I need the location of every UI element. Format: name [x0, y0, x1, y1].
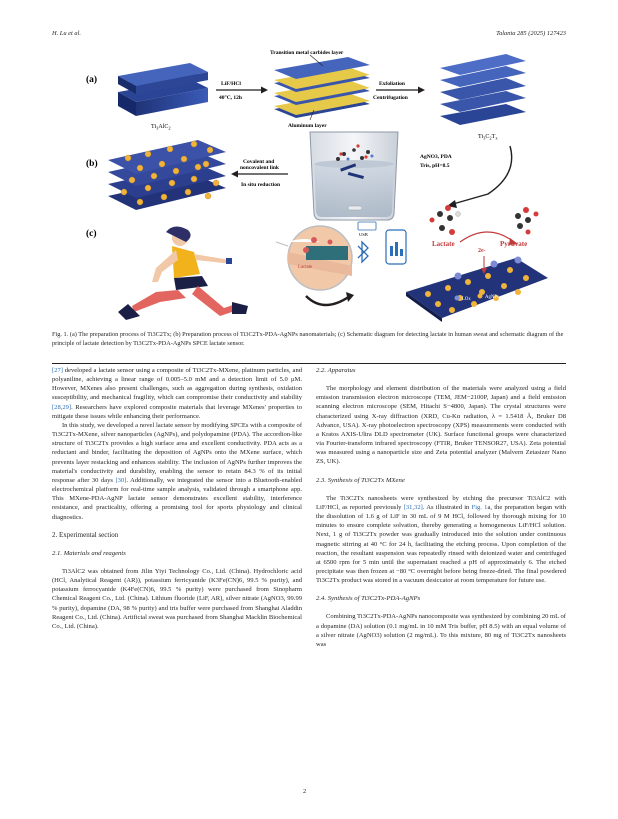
usb-icon	[358, 222, 376, 230]
exfoliation-arrow	[376, 87, 425, 94]
mxene-pda-agnps-stack	[108, 140, 226, 210]
citation-31-32[interactable]: [31,32]	[403, 503, 423, 511]
runner-illustration	[118, 226, 248, 320]
usb-label: USB	[359, 232, 368, 237]
accordion-mxene	[440, 54, 526, 125]
panel-b-label: (b)	[86, 159, 98, 169]
wrist-zoom-circle	[288, 226, 352, 290]
subsection-heading-2-3: 2.3. Synthesis of Ti3C2Tx MXene	[316, 476, 405, 484]
lactate-label: Lactate	[432, 240, 455, 248]
etching-arrow	[216, 87, 268, 94]
caption-rule	[52, 363, 566, 364]
subsection-heading-2-1: 2.1. Materials and reagents	[52, 549, 126, 557]
insitu-label: In situ reduction	[241, 182, 281, 188]
running-header-journal: Talanta 285 (2025) 127423	[496, 30, 566, 37]
lactate-molecule	[430, 205, 461, 235]
two-electron-label: 2e-	[478, 248, 486, 254]
figure-caption	[52, 330, 566, 348]
citation-28-29[interactable]: [28,29]	[52, 403, 72, 411]
paragraph-4: The morphology and element distribution of the materials were analyzed using a field emission transmission electron microscope (TEM, JEM−2100P, Japan) and a field emission scanning electron microscope (SEM, Hitachi S−4800, Japan). The crystal structures were characterized using X-ray diffraction (XRD, Cu-Kα radiation, λ = 1.5418 Å, Bruker D8 Advance, USA). X-ray photoelectron spectroscopy (XPS) measurements were conducted with a Kratos AXIS-Ultra DLD spectrometer (UK). Surface functional groups were characterized via Fourier-transform infrared spectroscopy (FTIR, Bruker TENSOR27, USA). Zeta potential was measured using a nanoparticle size and Zeta potential analyzer (Malvern Zetasizer Nano ZS, UK).	[316, 385, 566, 466]
paragraph-3: Ti3AlC2 was obtained from Jilin Yiyi Technology Co., Ltd. (China). Hydrochloric acid (HCl, Analytical Reagent (AR)), potassium ferricyanide (K3Fe(CN)6, 99.5 % purity), and potassium ferrocyanide (K4Fe(CN)6, 99.5 % purity) were purchased from Sinopharm Chemical Reagent Co., Ltd. (China). Lithium fluoride (LiF, AR), silver nitrate (AgNO3, 99.99 % purity), dopamine (DA, 98 % purity) and tris buffer were purchased from Shanghai Aladdin Reagent Co., Ltd. (China). Artificial sweat was purchased from Shanghai Macklin Biochemical Co., Ltd. (China).	[52, 567, 302, 630]
pyruvate-molecule	[515, 207, 539, 235]
subsection-heading-2-4: 2.4. Synthesis of Ti3C2Tx-PDA-AgNPs	[316, 595, 421, 603]
citation-30[interactable]: [30]	[115, 476, 127, 484]
right-column	[316, 366, 566, 649]
subsection-heading-2-2: 2.2. Apparatus	[316, 367, 356, 374]
paragraph-2: In this study, we developed a novel lactate sensor by modifying SPCEs with a composite of Ti3C2Tx-MXene, silver nanoparticles (AgNPs), and polydopamine (PDA). The accordion-like structure of Ti3C2Tx provides a high surface area and excellent conductivity. PDA acts as a reductant and binder, facilitating the deposition of AgNPs onto the MXene surface, which prevents layer restacking and enhances stability. The inclusion of AgNPs further improves the material's conductivity and durability, enabling the sensor to retain 84.3 % of its initial response after 30 days [30]. Additionally, we integrated the sensor into a Bluetooth-enabled electrochemical platform for real-time sample analysis, validated through a smartphone app. This MXene-PDA-AgNP lactate sensor demonstrates excellent stability, interference resistance, and practicality, offering a promising tool for sports physiology and clinical diagnostics.	[52, 421, 302, 521]
running-header-authors: H. Lu et al.	[52, 30, 81, 37]
covalent-arrow	[231, 171, 288, 178]
zoom-lactate-label: Lactate	[298, 265, 313, 270]
bluetooth-icon	[358, 242, 368, 262]
legend-agnps: AgNPs	[485, 295, 499, 300]
caption-text: Fig. 1. (a) The preparation process of Ti3C2Tx; (b) Preparation process of Ti3C2Tx-PDA-AgNPs nanomaterials; (c) Schematic diagram for detecting lactate in human sweat and schematic diagram of the principle of lactate detection by Ti3C2Tx-PDA-AgNPs SPCE lactate sensor.	[52, 331, 564, 347]
centrifugation-label: Centrifugation	[373, 95, 408, 101]
electrode-schematic	[406, 257, 548, 323]
al-layer-label: Aluminum layer	[288, 123, 327, 129]
paragraph-6: Combining Ti3C2Tx-PDA-AgNPs nanocomposite was synthesized by combining 20 mL of a dopamine (DA) solution (0.1 mg/mL in 10 mM Tris buffer, pH 8.5) with an equal volume of a silver nitrate (AgNO3) solution (2 mg/mL). To this mixture, 80 mg of Ti3C2Tx nanosheets was	[316, 613, 566, 648]
etch-label-1: LiF/HCl	[221, 81, 241, 87]
layered-mxene-al	[274, 57, 370, 118]
noncovalent-label: noncovalent link	[240, 165, 279, 171]
page-number: 2	[303, 788, 307, 795]
figure-1	[48, 46, 570, 322]
legend-lox: LOx	[462, 297, 471, 302]
panel-a-label: (a)	[86, 75, 98, 85]
citation-27[interactable]: [27]	[52, 367, 63, 374]
etch-label-2: 40°C, 12h	[219, 95, 242, 101]
tris-label: Tris, pH=8.5	[420, 163, 450, 169]
smartphone-icon	[386, 230, 406, 264]
pyruvate-label: Pyruvate	[500, 240, 528, 248]
agno3-label: AgNO3, PDA	[420, 154, 452, 160]
left-column	[52, 366, 302, 631]
panel-c-label: (c)	[86, 229, 97, 239]
paragraph-5: The Ti3C2Tx nanosheets were synthesized by etching the precursor Ti3AlC2 with LiF/HCl, as reported previously [31,32]. As illustrated in Fig. 1a, the preparation began with the dissolution of 1.6 g of LiF in 30 mL of 9 M HCl, followed by thorough mixing for 10 minutes to ensure complete solvation, thereby generating a homogeneous LiF/HCl solution. Next, 1 g of Ti3C2Tx powder was gradually introduced into the solution under continuous magnetic stirring at 40 °C for 24 h, facilitating the etching process. Upon completion of the reaction, the resultant suspension was repeatedly rinsed with deionized water and centrifuged at 6500 rpm for 5 min until the supernatant reached a pH of approximately 6. The etched precipitate was then frozen at −80 °C overnight before being freeze-dried. The final powdered Ti3C2Tx product was stored in a vacuum desiccator at room temperature for future use.	[316, 494, 567, 585]
tmc-layer-label: Transition metal carbides layer	[270, 50, 344, 56]
beaker	[310, 132, 398, 220]
exfoliation-label: Exfoliation	[379, 81, 405, 87]
ti3alc2-label: $Ti_3AlC_2$	[151, 124, 171, 131]
covalent-label: Covalent and	[243, 159, 275, 165]
section-heading-2: 2. Experimental section	[52, 530, 119, 539]
paragraph-1: [27] developed a lactate sensor using a composite of Ti3C2Tx-MXene, platinum particles, and polyaniline, achieving a linear range of 0.005–5.0 mM and a detection limit of 5.0 μM. However, MXenes also present challenges, such as aggregation during synthesis, oxidation susceptibility, and mechanical fragility, which can compromise their conductivity and stability [28,29]. Researchers have explored composite materials that leverage MXenes' properties to mitigate these issues while enhancing their performance.	[52, 367, 302, 420]
figure-1-link[interactable]: Fig. 1	[471, 503, 488, 511]
ti3c2tx-label-a: $Ti_3C_2T_x$	[478, 134, 498, 141]
ti3alc2-stack	[118, 63, 208, 116]
